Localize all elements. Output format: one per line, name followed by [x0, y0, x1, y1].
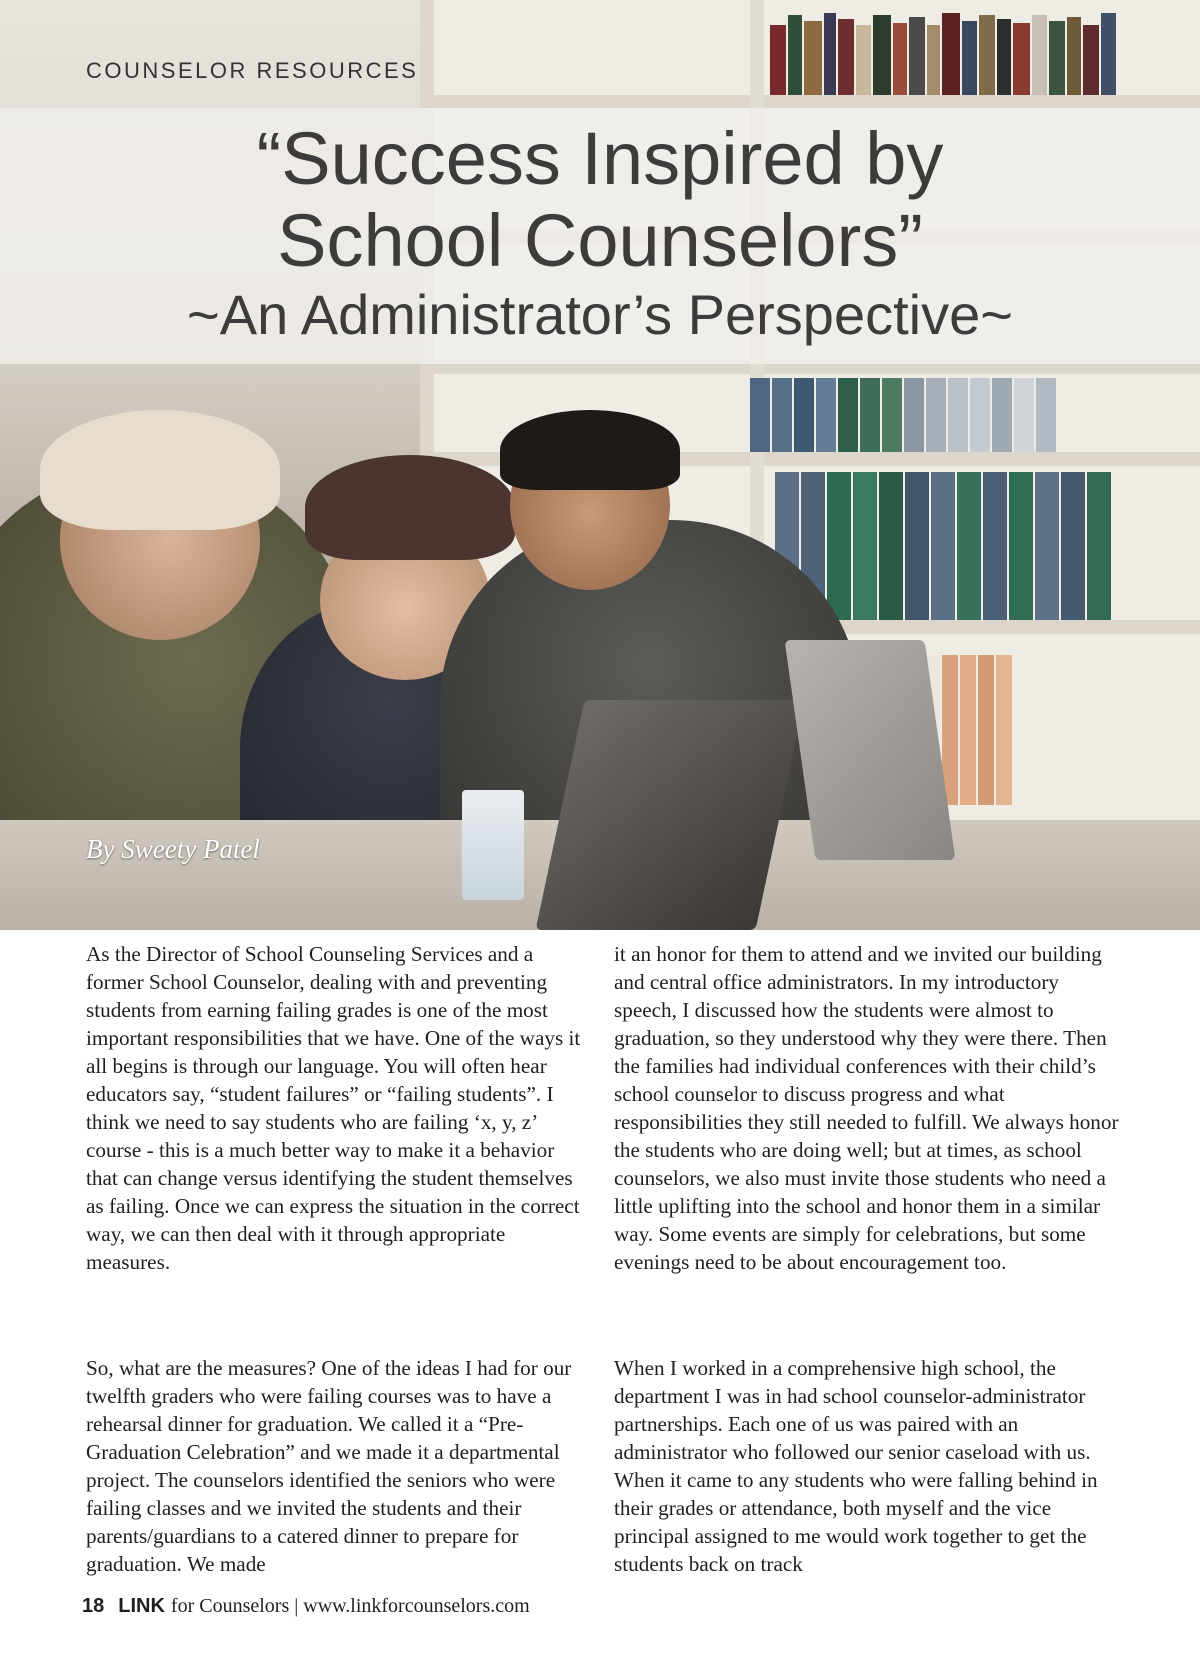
column-1-block-1 [86, 940, 591, 1276]
article-title [0, 118, 1200, 282]
byline: By Sweety Patel [86, 834, 260, 864]
paragraph: As the Director of School Counseling Services and a former School Counselor, dealing with and preventing students from earning failing grades is one of the most important responsibilities that we have. One of the ways it all begins is through our language. You will often hear educators say, “student failures” or “failing students”. I think we need to say students who are failing ‘x, y, z’ course - this is a much better way to make it a behavior that can change versus identifying the student themselves as failing. Once we can express the situation in the correct way, we can then deal with it through appropriate measures. [86, 942, 581, 1274]
column-2-block-2 [614, 1354, 1119, 1578]
brand-name: LINK [118, 1595, 165, 1617]
column-1-block-2 [86, 1354, 591, 1578]
paragraph: So, what are the measures? One of the ideas I had for our twelfth graders who were failing courses was to have a rehearsal dinner for graduation. We called it a “Pre-Graduation Celebration” and we made it a departmental project. The counselors identified the seniors who were failing classes and we invited the students and their parents/guardians to a catered dinner to prepare for graduation. We made [86, 1356, 572, 1576]
column-2-block-1 [614, 940, 1119, 1276]
section-kicker: COUNSELOR RESOURCES [86, 58, 419, 83]
paragraph: When I worked in a comprehensive high school, the department I was in had school counselor-administrator partnerships. Each one of us was paired with an administrator who followed our senior caseload with us. When it came to any students who were falling behind in their grades or attendance, both myself and the vice principal assigned to me would work together to get the students back on track [614, 1356, 1098, 1576]
title-line-2: School Counselors” [277, 199, 923, 282]
milk-carton [462, 790, 524, 900]
publication-info: for Counselors | www.linkforcounselors.com [170, 1595, 530, 1617]
page-footer [82, 1595, 530, 1618]
article-subtitle: ~An Administrator’s Perspective~ [187, 283, 1013, 346]
page-number: 18 [82, 1595, 105, 1617]
title-line-1: “Success Inspired by [256, 117, 944, 200]
paragraph: it an honor for them to attend and we invited our building and central office administrators. In my introductory speech, I discussed how the students were almost to graduation, so they understood why they were there. Then the families had individual conferences with their child’s school counselor to discuss progress and what responsibilities they still needed to fulfill. We always honor the students who are doing well; but at times, as school counselors, we also must invite those students who need a little uplifting into the school and honor them in a similar way. Some events are simply for celebrations, but some evenings need to be about encouragement too. [614, 942, 1119, 1274]
